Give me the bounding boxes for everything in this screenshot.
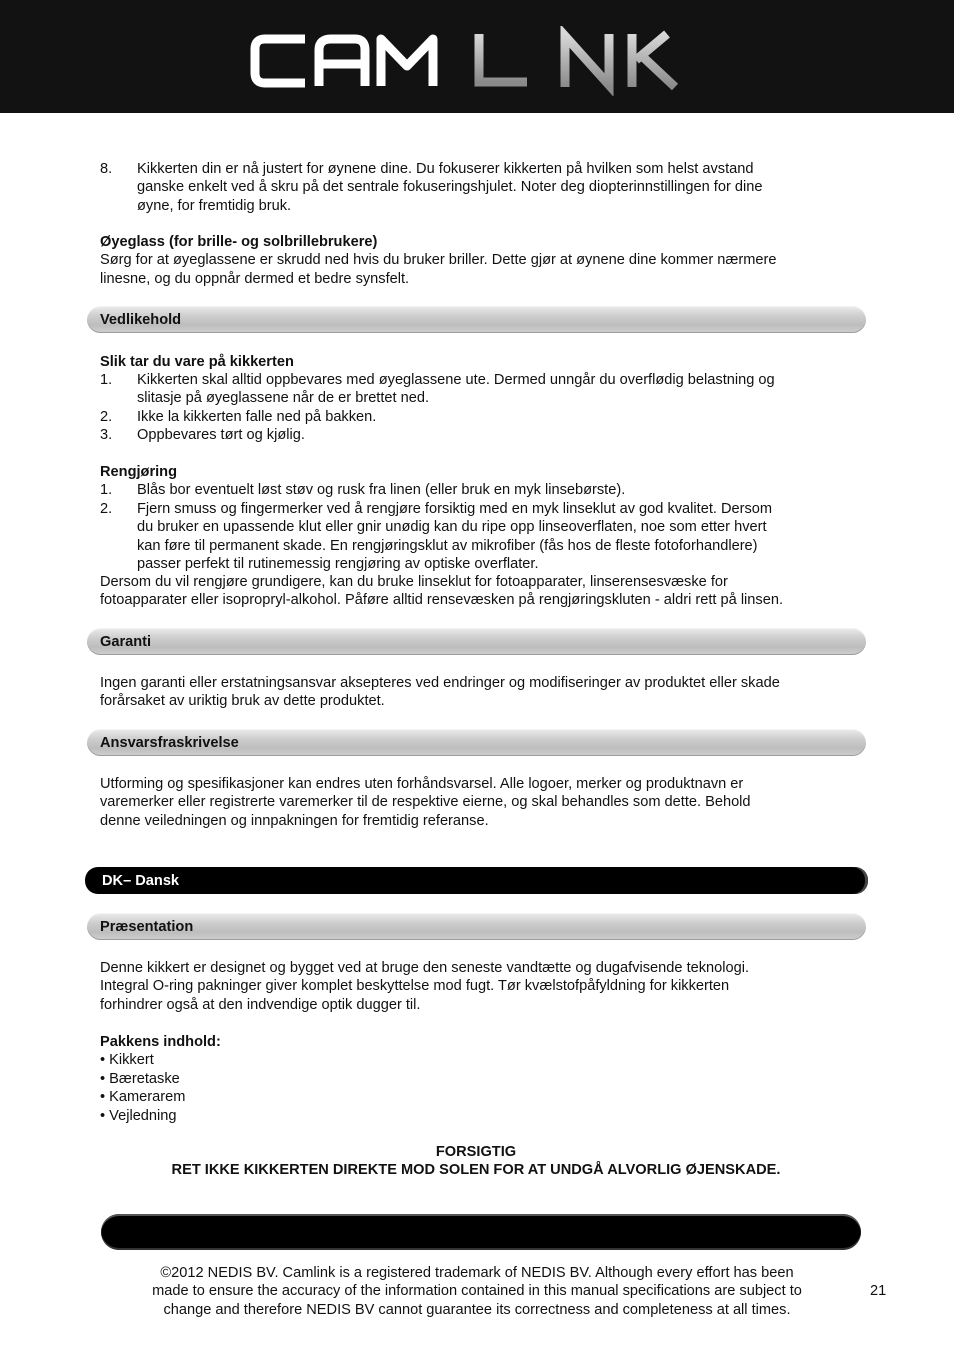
language-title: DK– Dansk (102, 873, 180, 889)
caution-text: RET IKKE KIKKERTEN DIREKTE MOD SOLEN FOR AT UNDGÅ ALVORLIG ØJENSKADE. (171, 1162, 781, 1178)
list-item: • Bæretaske (100, 1070, 180, 1087)
section-title: Garanti (100, 634, 152, 650)
list-number: 1. (100, 482, 113, 498)
presentation-text: Denne kikkert er designet og bygget ved at bruge den seneste vandtætte og dugafvisende teknologi. Integral O-ring pakninger giver komplet beskyttelse mod fugt. Tør kvælstofpåfyldning for kikkerten forhindrer også at den indvendige optik dugger til. (100, 960, 750, 1013)
list-item: Oppbevares tørt og kjølig. (137, 427, 305, 443)
list-item: Fjern smuss og fingermerker ved å rengjøre forsiktig med en myk linseklut av god kvalitet. Dersom du bruker en upassende klut eller gnir unødig kan du ripe opp linseoverflaten, noe som etter hvert kan føre til permanent skade. En rengjøringsklut av mikrofiber (fås hos de fleste fotoforhandlere) passer perfekt til rutinemessig rengjøring av optiske overflater. (137, 501, 773, 573)
page-header (0, 0, 954, 113)
footer-bar (101, 1214, 861, 1250)
list-number: 2. (100, 409, 113, 425)
language-section-bar (85, 867, 868, 894)
contents-heading: Pakkens indhold: (100, 1034, 221, 1050)
care-heading: Slik tar du vare på kikkerten (100, 354, 294, 370)
list-item: Blås bor eventuelt løst støv og rusk fra linen (eller bruk en myk linsebørste). (137, 482, 626, 498)
list-item: • Kamerarem (100, 1089, 186, 1106)
list-item: Ikke la kikkerten falle ned på bakken. (137, 409, 377, 425)
warranty-text: Ingen garanti eller erstatningsansvar aksepteres ved endringer og modifiseringer av produktet eller skade forårsaket av uriktig bruk av dette produktet. (100, 675, 780, 710)
disclaimer-text: Utforming og spesifikasjoner kan endres uten forhåndsvarsel. Alle logoer, merker og produktnavn er varemerker eller registrerte varemerker til de respektive eierne, og skal behandles som dette. Behold denne veiledningen og innpakningen for fremtidig referanse. (100, 776, 751, 829)
cleaning-heading: Rengjøring (100, 464, 178, 480)
section-title: Vedlikehold (100, 312, 182, 328)
list-number: 2. (100, 501, 113, 517)
cleaning-note: Dersom du vil rengjøre grundigere, kan du bruke linseklut for fotoapparater, linserensesvæske for fotoapparater eller isopropryl-alkohol. Påføre alltid rensevæsken på rengjøringskluten - aldri rett på linsen. (100, 574, 783, 609)
section-title: Ansvarsfraskrivelse (100, 735, 239, 751)
list-number: 1. (100, 372, 113, 388)
step-number: 8. (100, 161, 113, 177)
caution-title: FORSIGTIG (435, 1144, 517, 1160)
list-item: • Vejledning (100, 1107, 177, 1124)
section-bar-warranty (87, 628, 866, 655)
camlink-logo (247, 26, 707, 96)
list-item: • Kikkert (100, 1052, 154, 1069)
section-bar-maintenance (87, 306, 866, 333)
intro-step-text: Kikkerten din er nå justert for øynene dine. Du fokuserer kikkerten på hvilken som helst avstand ganske enkelt ved å skru på det sentrale fokuseringshjulet. Noter deg diopterinnstillingen for dine øyne, for fremtidig bruk. (137, 161, 763, 214)
list-number: 3. (100, 427, 113, 443)
package-contents (100, 1033, 860, 1125)
eyeglass-heading: Øyeglass (for brille- og solbrillebrukere) (100, 234, 378, 250)
section-title: Præsentation (100, 919, 194, 935)
footer-copyright: ©2012 NEDIS BV. Camlink is a registered trademark of NEDIS BV. Although every effort has been made to ensure the accuracy of the information contained in this manual specifications are subject to change and therefore NEDIS BV cannot guarantee its correctness and completeness at all times. (152, 1265, 802, 1318)
eyeglass-section: Øyeglass (for brille- og solbrillebrukere) Sørg for at øyeglassene er skrudd ned hvis du bruker briller. Dette gjør at øynene dine kommer nærmere linesne, og du oppnår dermed et bedre synsfelt. (100, 233, 860, 288)
page-number: 21 (870, 1283, 887, 1299)
section-bar-presentation (87, 913, 866, 940)
list-item: Kikkerten skal alltid oppbevares med øyeglassene ute. Dermed unngår du overflødig belastning og slitasje på øyeglassene når de er brettet ned. (137, 372, 775, 407)
section-bar-disclaimer (87, 729, 866, 756)
